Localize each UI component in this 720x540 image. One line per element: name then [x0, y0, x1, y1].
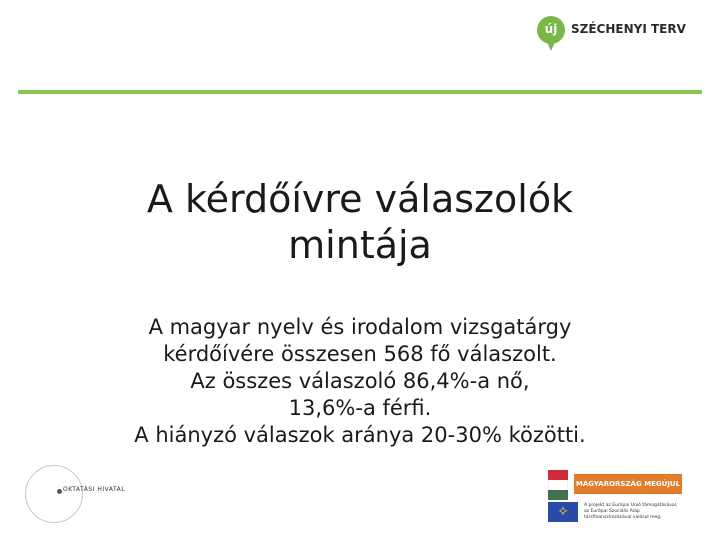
body-line: 13,6%-a férfi. — [288, 396, 432, 420]
eu-funding-note — [584, 503, 694, 521]
eu-text-line: társfinanszírozásával valósul meg. — [584, 515, 662, 520]
eu-text-line: az Európai Szociális Alap — [584, 509, 640, 514]
body-line: A hiányzó válaszok aránya 20-30% közötti. — [134, 423, 586, 447]
body-line: kérdőívére összesen 568 fő válaszolt. — [163, 342, 557, 366]
szechenyi-terv-logo — [537, 16, 697, 60]
body-line: Az összes válaszoló 86,4%-a nő, — [190, 369, 530, 393]
slide-body — [40, 314, 680, 449]
oktatasi-hivatal-logo — [25, 465, 145, 525]
body-line: A magyar nyelv és irodalom vizsgatárgy — [148, 315, 572, 339]
magyarorszag-megujul-banner: MAGYARORSZÁG MEGÚJUL — [574, 474, 682, 494]
dot-icon — [57, 489, 62, 494]
title-line-2: mintája — [288, 223, 432, 267]
slide-title — [60, 176, 660, 268]
logo-mark: új — [544, 22, 558, 36]
pin-tip-icon — [547, 42, 555, 51]
hungarian-flag-icon — [548, 470, 568, 500]
eu-stars-icon: ✧ — [557, 504, 569, 520]
eu-text-line: A projekt az Európai Unió támogatásával, — [584, 503, 678, 508]
circle-arc-icon — [25, 465, 83, 523]
header-divider — [18, 90, 702, 94]
title-line-1: A kérdőívre válaszolók — [146, 177, 574, 221]
eu-flag-icon — [548, 502, 578, 522]
logo-text: SZÉCHENYI TERV — [571, 22, 686, 36]
badge-label: OKTATÁSI HIVATAL — [63, 486, 126, 493]
